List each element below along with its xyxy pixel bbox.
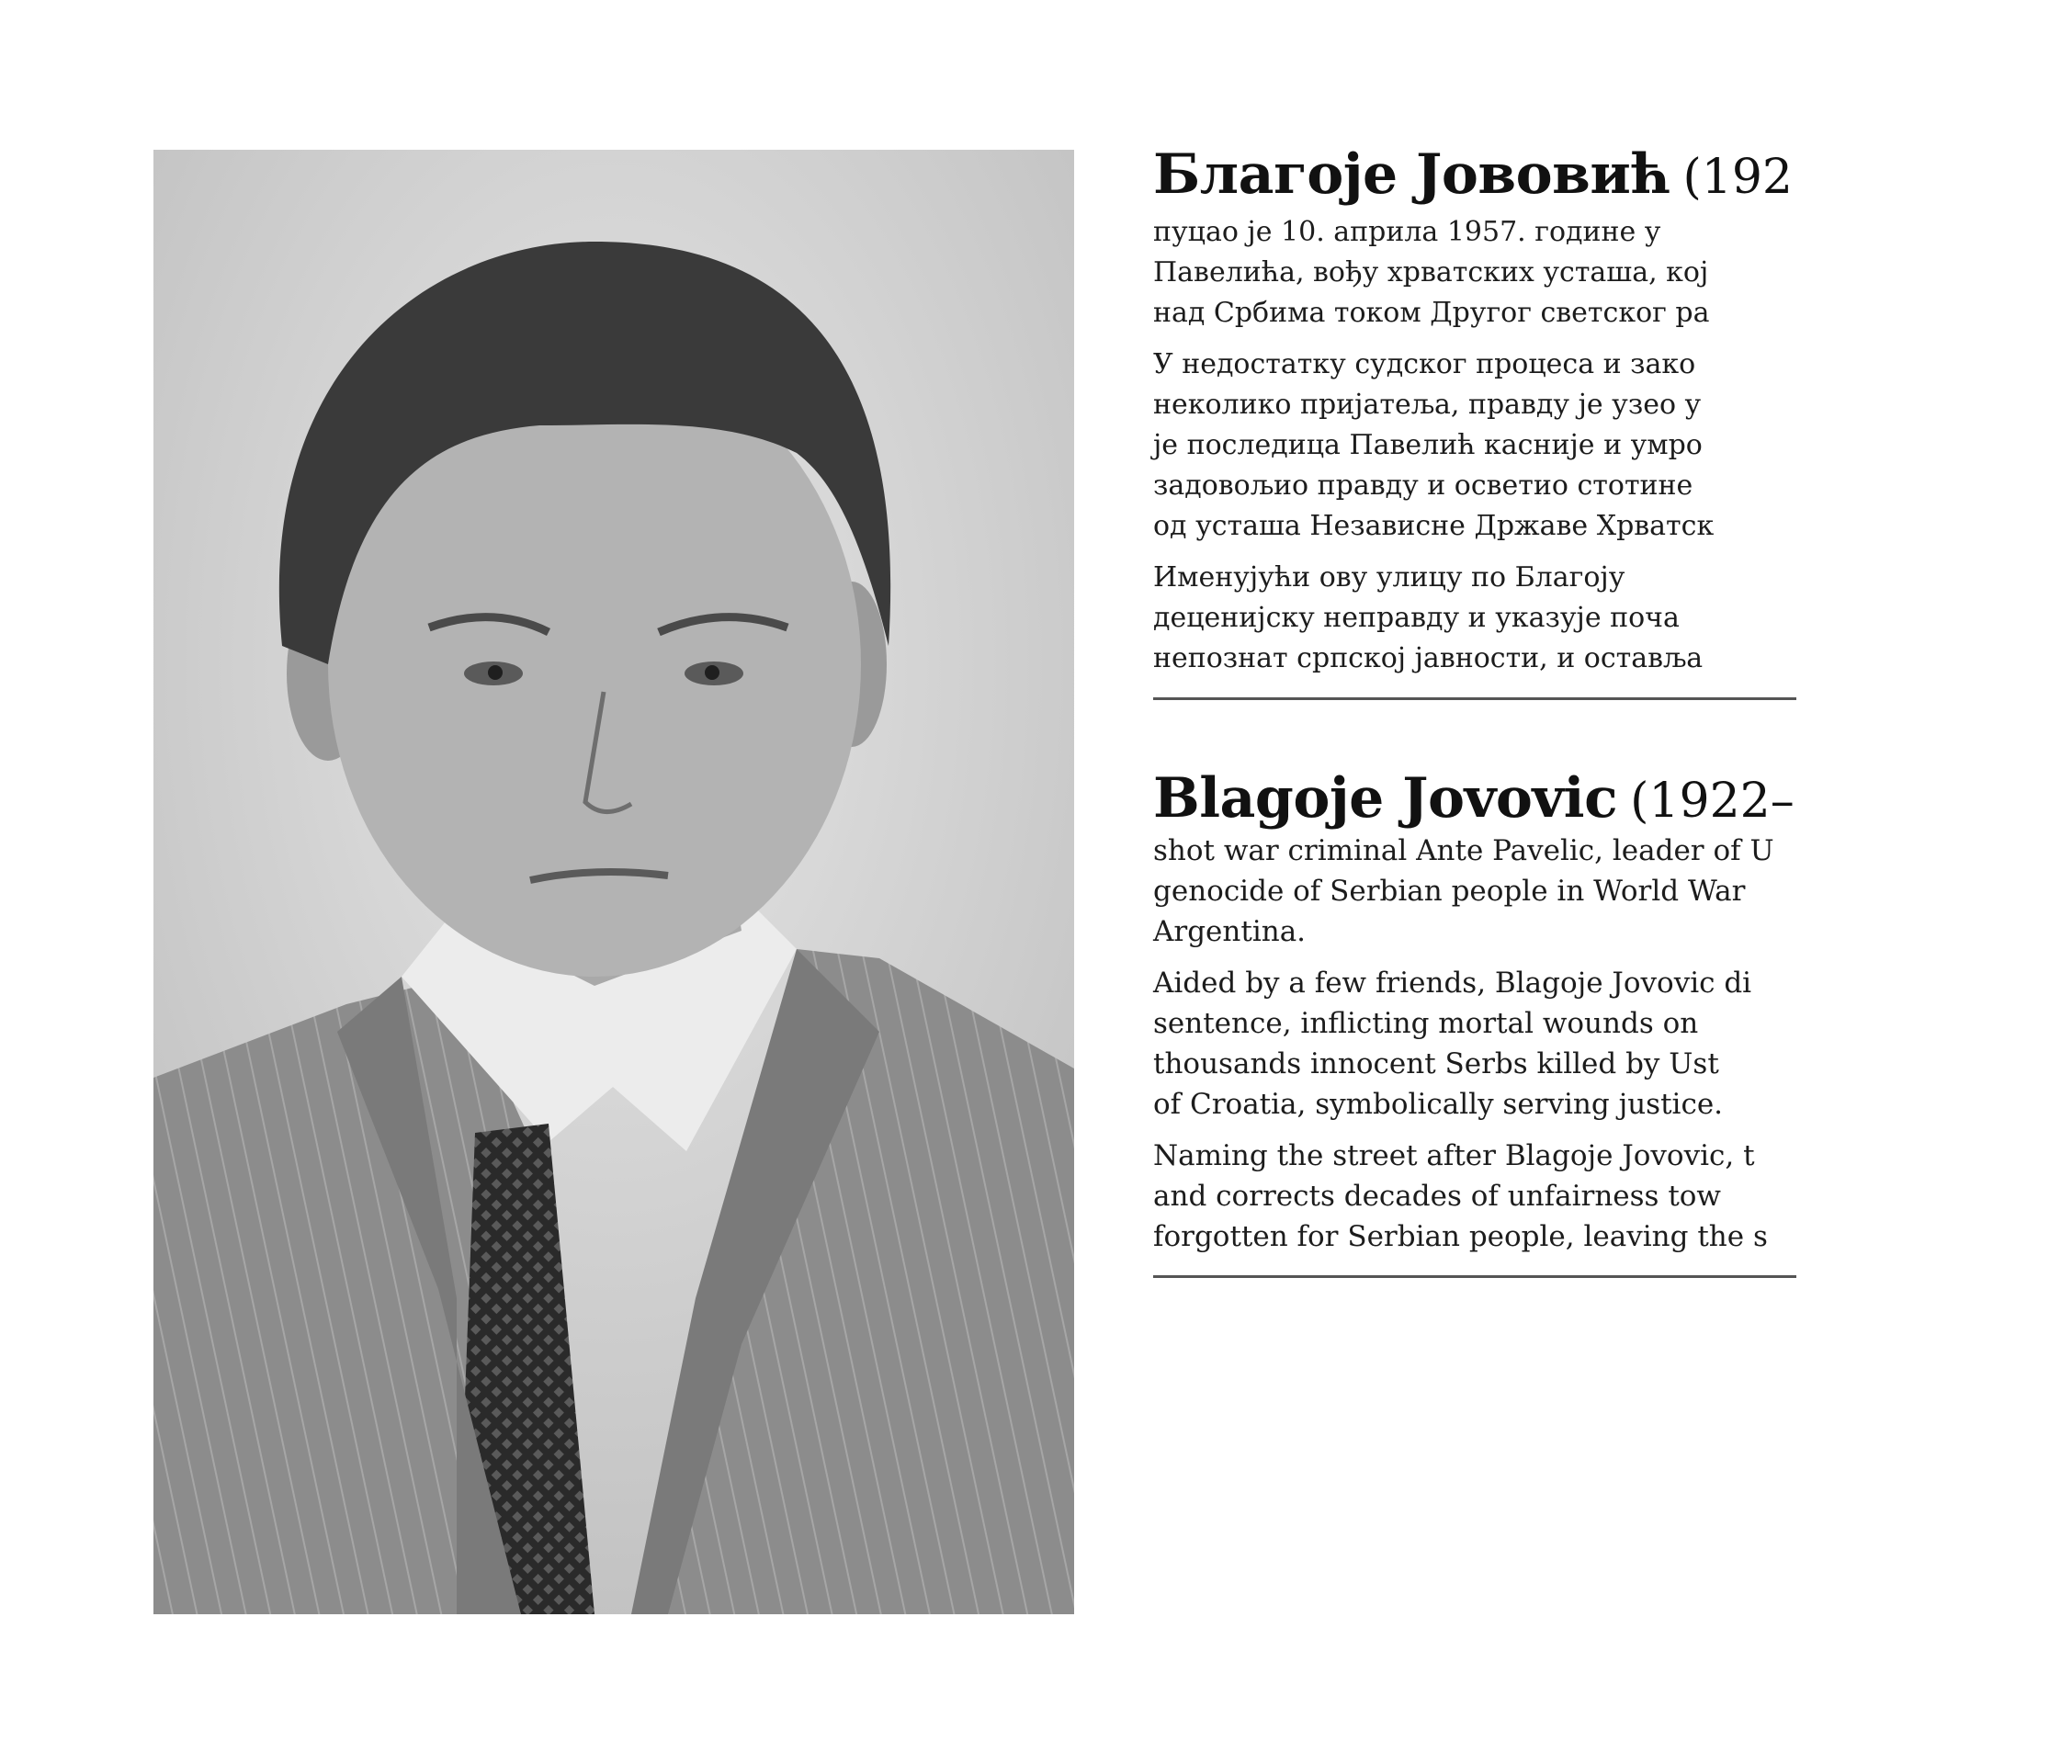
serbian-heading-name: Благоје Јововић bbox=[1153, 142, 1670, 207]
english-divider bbox=[1153, 1275, 1796, 1278]
serbian-section bbox=[1153, 142, 2072, 700]
english-paragraph-2: Aided by a few friends, Blagoje Jovovic di sentence, inflicting mortal wounds on thousands innocent Serbs killed by Ust of Croatia, symbolically serving justice. bbox=[1153, 967, 1752, 1121]
serbian-paragraph-2: У недостатку судског процеса и зако неколико пријатеља, правду је узео у је последица Павелић касније и умро задовољио правду и осветио стотине од усташа Независне Државе Хрватск bbox=[1153, 348, 1715, 542]
serbian-paragraph-1: пуцао је 10. априла 1957. године у Павелића, вођу хрватских усташа, кој над Србима током Другог светског ра bbox=[1153, 216, 1710, 329]
english-paragraph-3: Naming the street after Blagoje Jovovic, t and corrects decades of unfairness tow forgotten for Serbian people, leaving the s bbox=[1153, 1139, 1768, 1253]
portrait-figure bbox=[153, 150, 1074, 1614]
text-panel bbox=[1153, 142, 2072, 1278]
serbian-divider bbox=[1153, 697, 1796, 700]
english-heading bbox=[1153, 766, 2072, 831]
english-heading-years: (1922– bbox=[1630, 774, 1795, 829]
serbian-paragraph-3: Именујући ову улицу по Благоју деценијску неправду и указује поча непознат српској јавности, и оставља bbox=[1153, 561, 1704, 674]
english-section bbox=[1153, 766, 2072, 1278]
english-heading-name: Blagoje Jovovic bbox=[1153, 766, 1618, 831]
portrait-photo bbox=[153, 150, 1074, 1614]
serbian-heading-years: (192 bbox=[1682, 150, 1793, 205]
english-paragraph-1: shot war criminal Ante Pavelic, leader of U genocide of Serbian people in World War Argentina. bbox=[1153, 834, 1774, 948]
serbian-heading bbox=[1153, 142, 2072, 207]
